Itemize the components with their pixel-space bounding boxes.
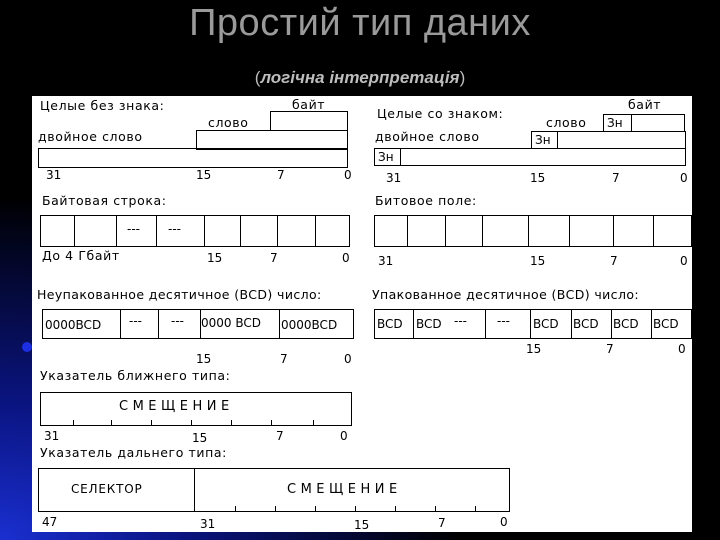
signed-bit-15: 15 [530,171,546,185]
far-tick [235,506,236,511]
unpacked-bit-7: 7 [280,352,288,366]
packed-bit-7: 7 [606,342,614,356]
signed-bit-7: 7 [612,171,620,185]
packed-bcd-3: BCD [533,317,559,331]
unsigned-byte-label: байт [292,97,326,112]
near-pointer-label: Указатель ближнего типа: [40,368,231,383]
bytestring-dots-2: --- [168,222,181,236]
bytestring-label: Байтовая строка: [42,193,167,208]
near-tick [111,420,112,425]
data-types-diagram [32,96,692,532]
packed-bcd-2: BCD [416,317,442,331]
near-bit-0: 0 [340,429,348,443]
bytestring-bit-15: 15 [207,251,223,265]
unpacked-dots-1: --- [129,314,142,328]
far-bit-7: 7 [438,516,446,530]
packed-bit-0: 0 [678,342,686,356]
packed-dots-1: --- [454,314,467,328]
signed-dword-label: двойное слово [375,129,480,144]
bytestring-bit-0: 0 [342,251,350,265]
bitfield-cell [569,216,570,246]
far-bit-47: 47 [42,515,58,529]
packed-row [374,309,692,339]
near-tick [73,420,74,425]
far-bit-0: 0 [500,515,508,529]
signed-label: Целые со знаком: [377,106,504,121]
bytestring-dots-1: --- [127,222,140,236]
near-bit-7: 7 [276,429,284,443]
subtitle-open: ( [254,68,261,87]
near-tick [191,420,192,425]
signed-bit-31: 31 [386,171,402,185]
bytestring-cell [74,216,75,246]
unsigned-byte-box [270,111,348,131]
far-selector-text: СЕЛЕКТОР [71,482,143,496]
near-bit-15: 15 [192,431,208,445]
unsigned-bit-0: 0 [344,168,352,182]
far-tick [435,506,436,511]
bytestring-bit-7: 7 [270,251,278,265]
bytestring-cell [240,216,241,246]
unpacked-cell [120,310,121,338]
packed-cell [651,310,652,338]
unpacked-row [42,309,354,339]
far-bit-15: 15 [354,518,370,532]
slide-title: Простий тип даних [189,2,531,44]
bitfield-cell [613,216,614,246]
bitfield-bit-31: 31 [378,254,394,268]
bitfield-cell [445,216,446,246]
bitfield-row [374,215,692,247]
packed-bit-15: 15 [526,342,542,356]
unsigned-bit-7: 7 [277,168,285,182]
near-tick [271,420,272,425]
near-bit-31: 31 [44,429,60,443]
signed-bit-0: 0 [680,171,688,185]
packed-cell [611,310,612,338]
far-tick [395,506,396,511]
far-pointer-row [38,468,510,512]
packed-bcd-6: BCD [653,317,679,331]
packed-cell [485,310,486,338]
signed-word-label: слово [546,115,587,130]
bitfield-bit-0: 0 [680,254,688,268]
packed-cell [571,310,572,338]
packed-bcd-5: BCD [613,317,639,331]
bytestring-cell [277,216,278,246]
bitfield-bit-15: 15 [530,254,546,268]
unpacked-bit-0: 0 [344,352,352,366]
unsigned-dword-box [38,148,348,168]
near-offset-text: СМЕЩЕНИЕ [119,399,234,414]
bytestring-cell [116,216,117,246]
packed-bcd-1: BCD [377,317,403,331]
unsigned-word-label: слово [208,115,249,130]
bitfield-bit-7: 7 [610,254,618,268]
unpacked-cell [158,310,159,338]
unpacked-cell [279,310,280,338]
far-divider [194,469,195,511]
signed-byte-box [603,114,685,132]
bitfield-cell [407,216,408,246]
subtitle-close: ) [459,68,466,87]
unpacked-cell-1-text: 0000BCD [45,318,102,332]
bytestring-cell [204,216,205,246]
signed-word-sign-text: Зн [535,133,551,147]
far-tick [355,506,356,511]
bytestring-row [40,215,350,247]
bitfield-cell [653,216,654,246]
packed-cell [530,310,531,338]
unpacked-dots-2: --- [171,314,184,328]
unpacked-cell-3-text: 0000BCD [281,318,338,332]
packed-cell [413,310,414,338]
unsigned-bit-15: 15 [196,168,212,182]
packed-bcd-4: BCD [573,317,599,331]
bullet-icon [22,342,32,352]
far-tick [275,506,276,511]
bytestring-size-label: До 4 Гбайт [42,248,120,263]
slide-subtitle [0,68,720,88]
signed-byte-sign-text: Зн [607,116,623,130]
far-tick [315,506,316,511]
packed-label: Упакованное десятичное (BCD) число: [372,287,639,302]
far-bit-31: 31 [200,517,216,531]
unsigned-word-box [196,130,348,150]
unsigned-dword-label: двойное слово [38,129,143,144]
near-tick [231,420,232,425]
unpacked-cell-2-text: 0000 BCD [201,316,261,330]
unpacked-label: Неупакованное десятичное (BCD) число: [37,287,322,302]
packed-dots-2: --- [497,314,510,328]
bytestring-cell [156,216,157,246]
near-pointer-row [40,392,352,426]
far-offset-text: СМЕЩЕНИЕ [287,482,402,497]
far-tick [475,506,476,511]
unsigned-bit-31: 31 [46,168,62,182]
signed-word-box [531,131,686,149]
signed-byte-label: байт [628,97,662,112]
near-tick [151,420,152,425]
bitfield-cell [528,216,529,246]
bytestring-cell [315,216,316,246]
subtitle-italic: логічна інтерпретація [260,68,460,87]
signed-dword-box [374,148,686,166]
unpacked-bit-15: 15 [196,352,212,366]
far-pointer-label: Указатель дальнего типа: [40,445,227,460]
unsigned-label: Целые без знака: [40,98,165,113]
signed-dword-sign-text: Зн [378,150,394,164]
bitfield-label: Битовое поле: [375,193,477,208]
bitfield-cell [482,216,483,246]
near-tick [313,420,314,425]
